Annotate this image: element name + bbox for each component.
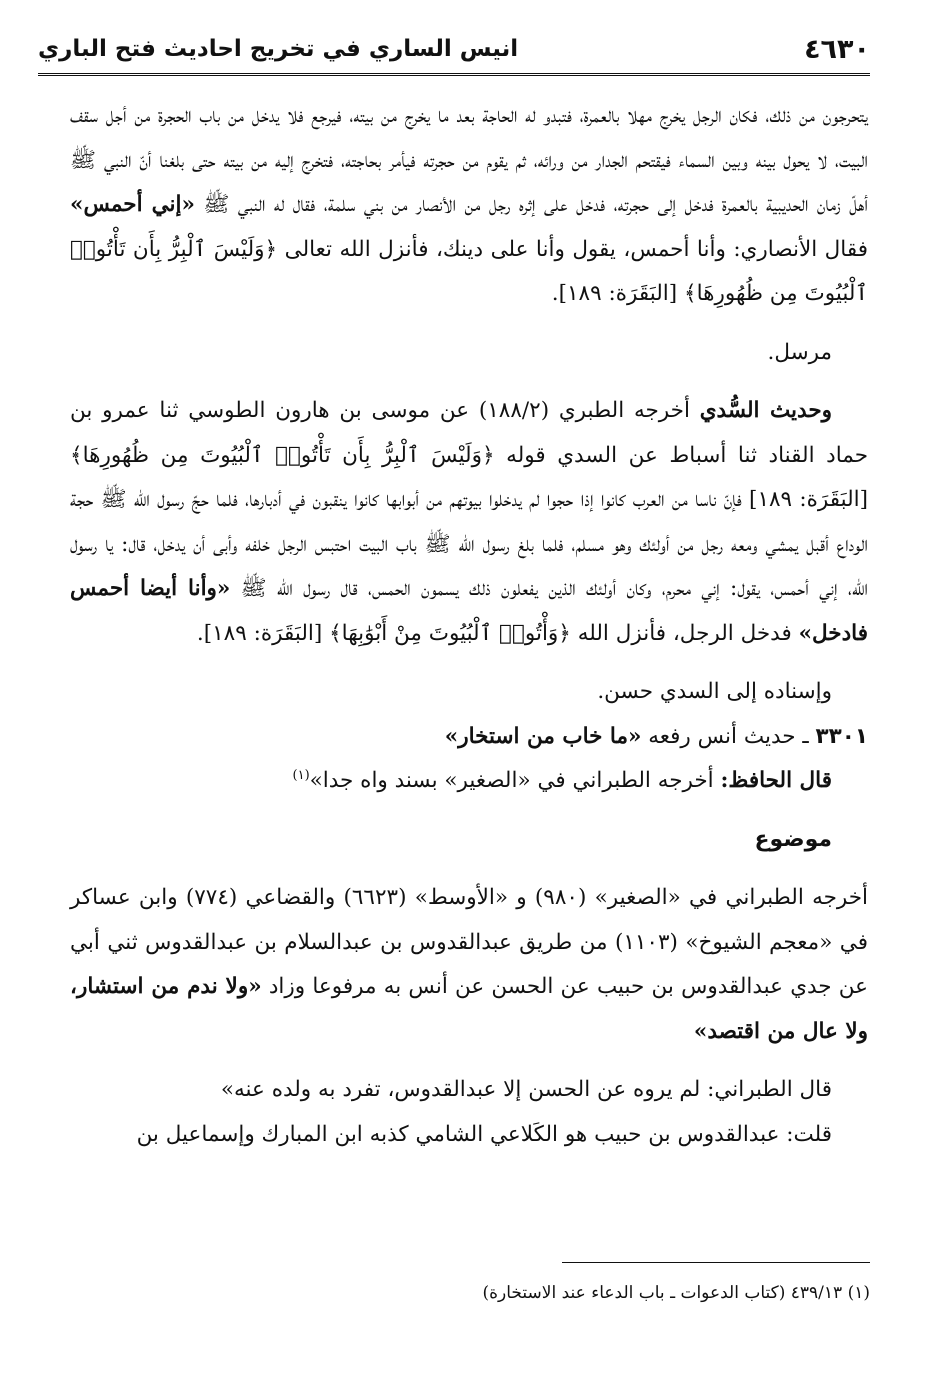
grade-heading: موضوع [754,826,832,852]
main-text [70,94,868,1157]
paragraph-qultu: قلت: عبدالقدوس بن حبيب هو الكَلاعي الشامي كذبه ابن المبارك وإسماعيل بن [136,1121,832,1147]
suddi-heading: وحديث السُّدي [699,398,833,423]
quote-addition: «ولا ندم من استشار، ولا عال من اقتصد» [70,974,868,1044]
hafiz-text: أخرجه الطبراني في «الصغير» بسند واه جدا» [309,768,721,793]
takhrij-text: أخرجه الطبراني في «الصغير» (٩٨٠) و «الأوسط» (٦٦٢٣) والقضاعي (٧٧٤) وابن عساكر في «معجم الشيوخ» (١١٠٣) من طريق عبدالقدوس بن عبدالسلام بن عبدالقدوس ثني أبي عن جدي عبدالقدوس بن حبيب عن الحسن عن أنس به مرفوعا وزاد [70,885,869,999]
quote-ana-ahmas: «وأنا أيضا أحمس فادخل» [70,576,868,646]
hafiz-label: قال الحافظ: [720,768,832,793]
suddi-text: أخرجه الطبري (١٨٨/٢) عن موسى بن هارون الطوسي ثنا عمرو بن حماد القناد ثنا أسباط عن السدي قوله ﴿وَلَيْسَ ٱلْبِرُّ بِأَن تَأْتُوا۟ ٱلْبُيُوتَ مِن ظُهُورِهَا﴾ [البَقَرَة: ١٨٩] فإنّ ناسا من العرب كانوا إذا حجوا لم يدخلوا بيوتهم من أبوابها كانوا ينقبون في أدبارها، فلما حجّ رسول الله ﷺ حجة الوداع أقبل يمشي ومعه رجل من أولئك وهو مسلم، فلما بلغ رسول الله ﷺ باب البيت احتبس الرجل خلفه وأبى أن يدخل، قال: يا رسول الله، إني أحمس، يقول: إني محرم، وكان أولئك الذين يفعلون ذلك يسمون الحمس، قال رسول الله ﷺ [70,398,869,601]
paragraph-isnad: وإسناده إلى السدي حسن. [597,679,832,704]
hadith-intro: ـ حديث أنس رفعه [641,723,816,749]
hadith-number: ٣٣٠١ [815,723,868,749]
paragraph-1-text: يتحرجون من ذلك، فكان الرجل يخرج مهلا بالعمرة، فتبدو له الحاجة بعد ما يخرج من بيته، فيرجع فلا يدخل من باب الحجرة من أجل سقف البيت، لا يحول بينه وبين السماء فيقتحم الجدار من ورائه، ثم يقوم من حجرته فيأمر بحاجته، فتخرج إليه من بيته حتى بلغنا أنّ النبي ﷺ أهلّ زمان الحديبية بالعمرة فدخل إلى حجرته، فدخل على إثره رجل من الأنصار من بني سلمة، فقال له النبي ﷺ [70,103,868,217]
footnote-text: ٤٣٩/١٣ (كتاب الدعوات ـ باب الدعاء عند الاستخارة) [482,1283,848,1303]
paragraph-tabarani: قال الطبراني: لم يروه عن الحسن إلا عبدالقدوس، تفرد به ولده عنه» [220,1077,832,1102]
paragraph-1 [70,94,868,317]
paragraph-mursal: مرسل. [767,339,832,365]
paragraph-1-tail: فقال الأنصاري: وأنا أحمس، يقول وأنا على دينك، فأنزل الله تعالى ﴿وَلَيْسَ ٱلْبِرُّ بِأَن تَأْتُوا۟ ٱلْبُيُوتَ مِن ظُهُورِهَا﴾ [البَقَرَة: ١٨٩]. [70,236,868,306]
hadith-heading [70,715,868,760]
page-header [38,26,870,76]
quote-ahmas: «إني أحمس» [70,192,195,217]
footnote-ref: (١) [292,767,310,783]
header-rule [38,73,870,76]
running-title: انيس الساري في تخريج احاديث فتح الباري [38,36,519,62]
footnote [60,1280,870,1306]
suddi-tail: فدخل الرجل، فأنزل الله ﴿وَأْتُوا۟ ٱلْبُيُوتَ مِنْ أَبْوَٰبِهَا﴾ [البَقَرَة: ١٨٩]. [196,620,799,646]
footnote-marker: (١) [847,1283,870,1303]
paragraph-suddi [70,389,868,656]
hadith-text: «ما خاب من استخار» [444,723,642,749]
footnote-rule [562,1262,870,1263]
hafiz-statement [70,759,868,804]
paragraph-takhrij [70,876,868,1054]
page-number: ٤٦٣٠ [804,34,870,65]
